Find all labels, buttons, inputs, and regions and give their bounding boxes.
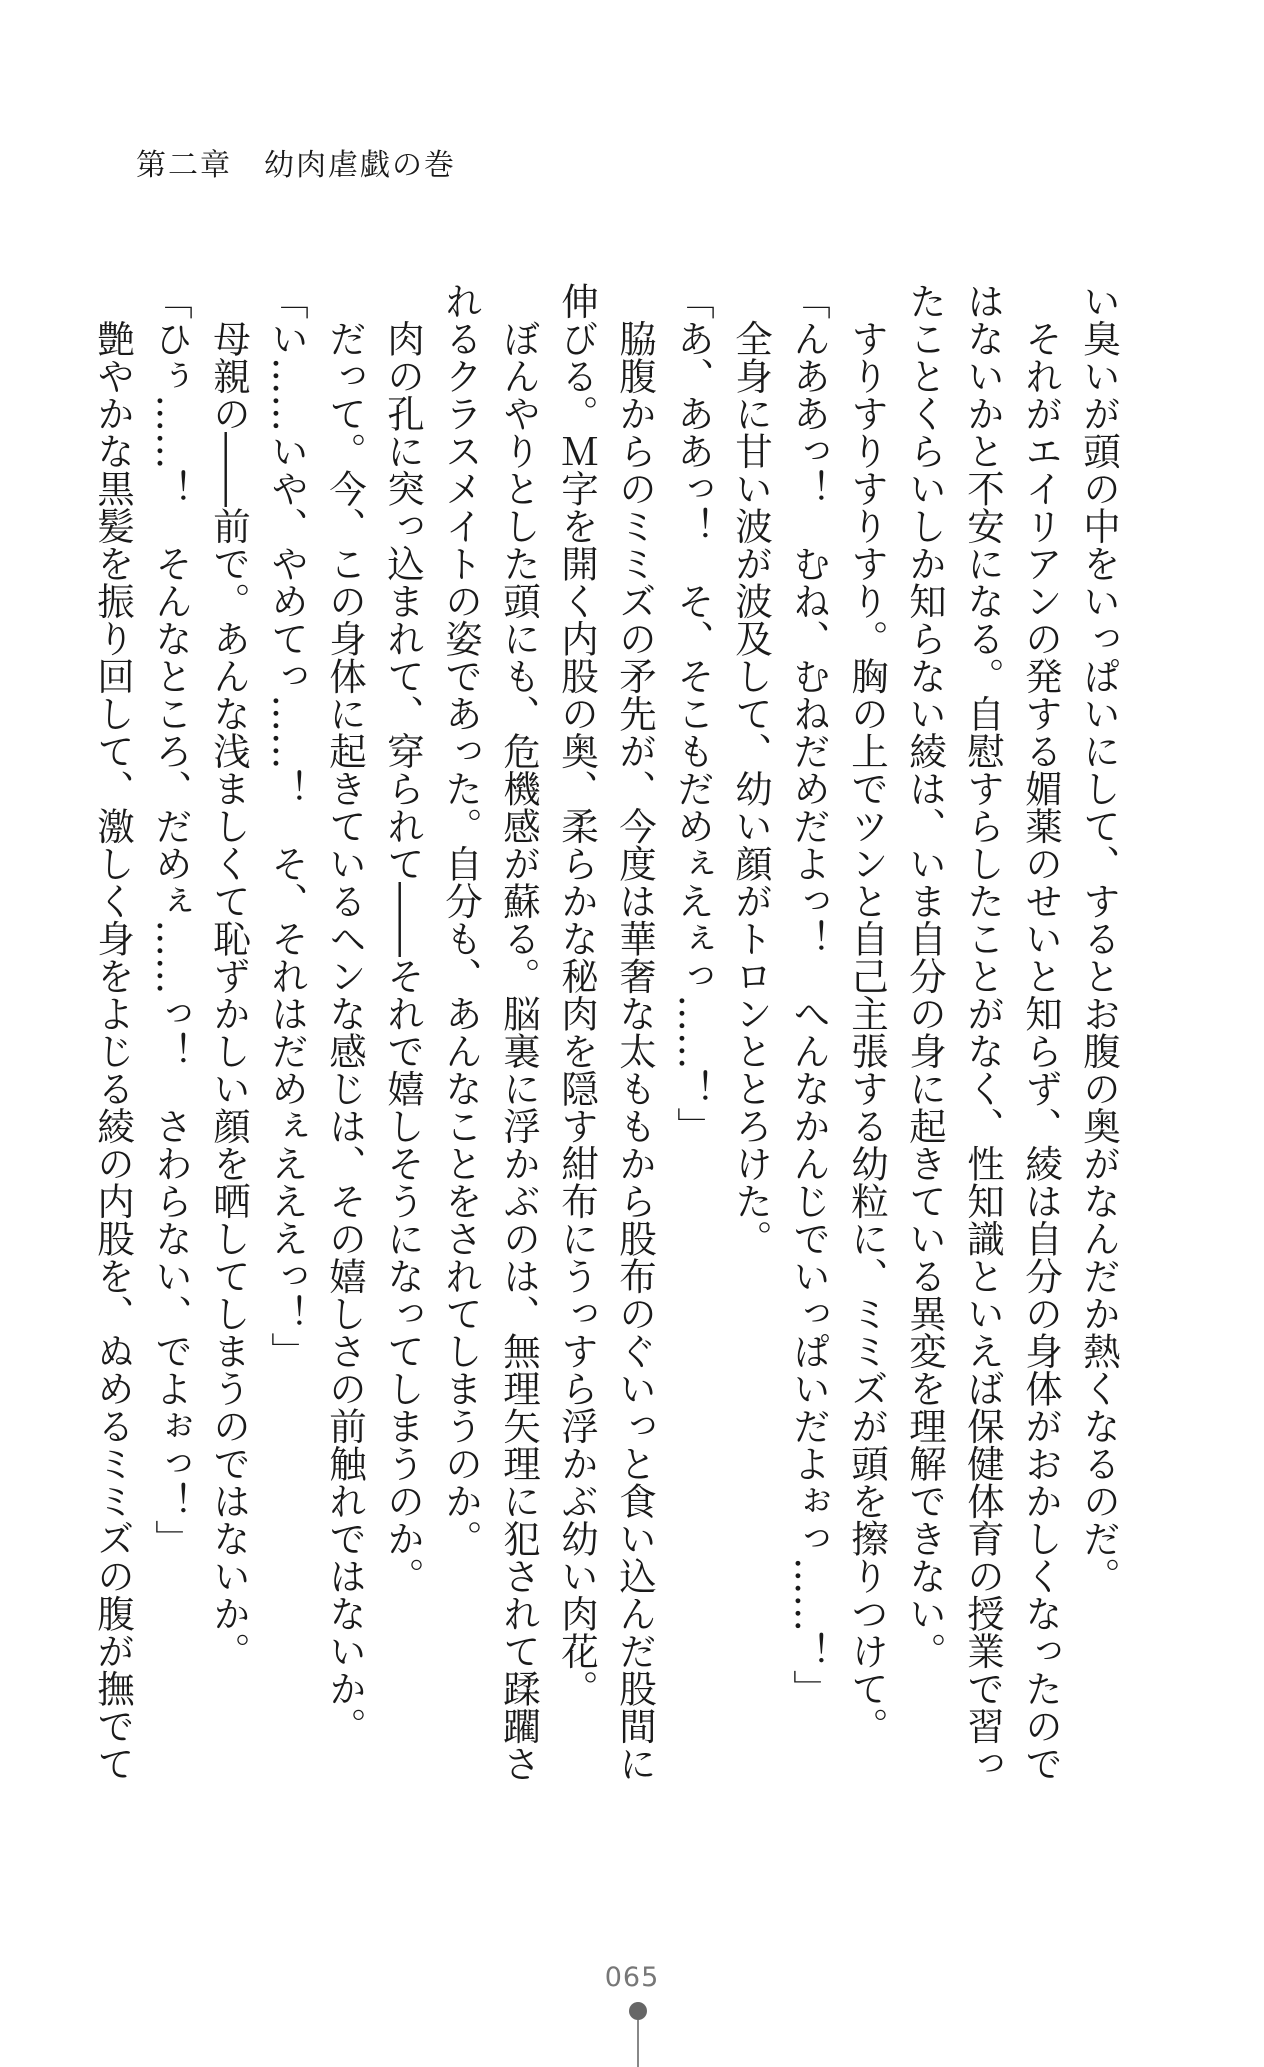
- text-line: 「い……いや、やめてっ……！ そ、それはだめぇえええっ！」: [265, 282, 309, 1370]
- text-line: れるクラスメイトの姿であった。自分も、あんなことをされてしまうのか。: [439, 282, 483, 1557]
- text-line: 全身に甘い波が波及して、幼い顔がトロンととろけた。: [729, 282, 773, 1257]
- text-line: だって。今、この身体に起きているヘンな感じは、その嬉しさの前触れではないか。: [323, 282, 367, 1745]
- running-head: 第二章 幼肉虐戯の巻: [136, 148, 456, 183]
- folio-dot-ornament: [629, 2002, 647, 2020]
- text-line: 肉の孔に突っ込まれて、穿られて――それで嬉しそうになってしまうのか。: [381, 282, 425, 1595]
- text-line: ぼんやりとした頭にも、危機感が蘇る。脳裏に浮かぶのは、無理矢理に犯されて蹂躙さ: [497, 282, 541, 1782]
- text-line: 「あ、ああっ！ そ、そこもだめぇえぇっ……！」: [671, 282, 715, 1145]
- page-number: 065: [604, 1962, 660, 1993]
- text-line: 伸びる。Ｍ字を開く内股の奥、柔らかな秘肉を隠す紺布にうっすら浮かぶ幼い肉花。: [555, 282, 599, 1707]
- text-line: 母親の――前で。あんな浅ましくて恥ずかしい顔を晒してしまうのではないか。: [207, 282, 251, 1670]
- vertical-body-text: [91, 282, 1128, 1782]
- text-line: それがエイリアンの発する媚薬のせいと知らず、綾は自分の身体がおかしくなったので: [1019, 282, 1063, 1782]
- text-line: 艶やかな黒髪を振り回して、激しく身をよじる綾の内股を、ぬめるミミズの腹が撫でて: [91, 282, 135, 1782]
- text-line: すりすりすりすり。胸の上でツンと自己主張する幼粒に、ミミズが頭を擦りつけて。: [845, 282, 889, 1745]
- text-line: 「んああっ！ むね、むねだめだよっ！ へんなかんじでいっぱいだよぉっ……！」: [787, 282, 831, 1707]
- folio-rule-ornament: [637, 2020, 639, 2067]
- text-line: い臭いが頭の中をいっぱいにして、するとお腹の奥がなんだか熱くなるのだ。: [1077, 282, 1121, 1595]
- text-line: たことくらいしか知らない綾は、いま自分の身に起きている異変を理解できない。: [903, 282, 947, 1670]
- text-line: 「ひぅ……！ そんなところ、だめぇ……っ！ さわらない、でよぉっ！」: [149, 282, 193, 1557]
- text-line: はないかと不安になる。自慰すらしたことがなく、性知識といえば保健体育の授業で習っ: [961, 282, 1005, 1782]
- text-line: 脇腹からのミミズの矛先が、今度は華奢な太ももから股布のぐいっと食い込んだ股間に: [613, 282, 657, 1782]
